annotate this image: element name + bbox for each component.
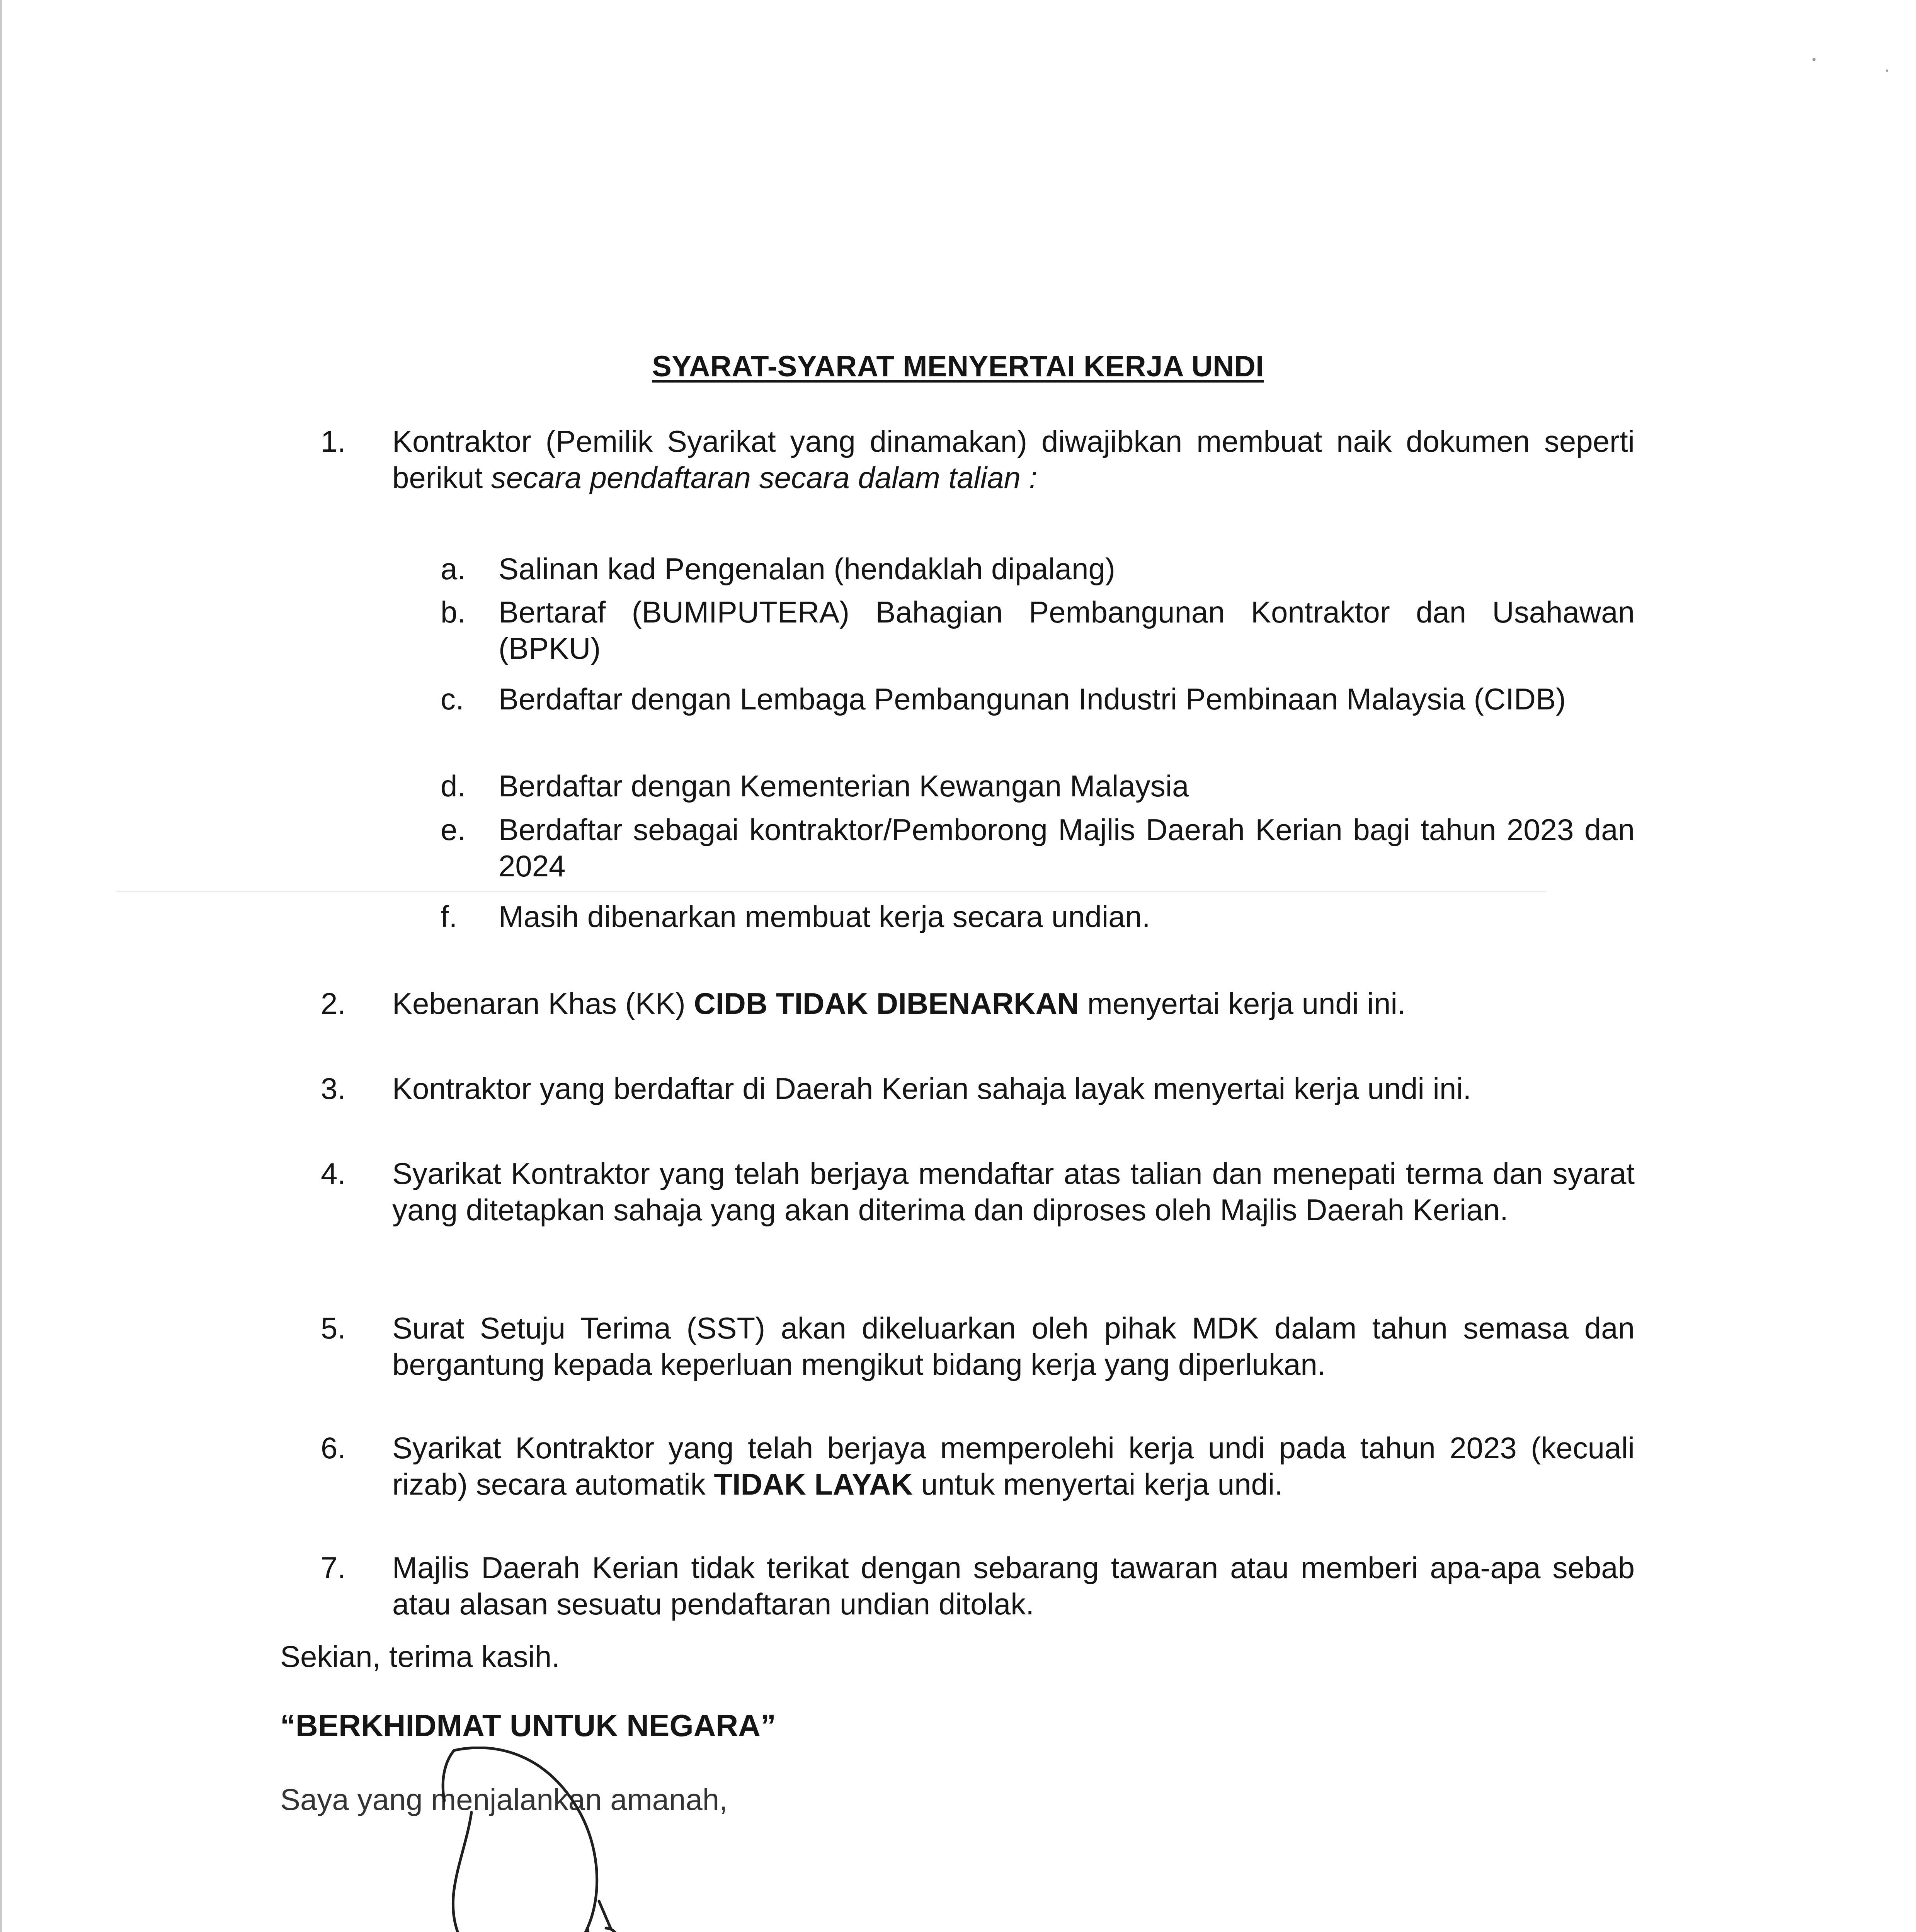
item-3-text: Kontraktor yang berdaftar di Daerah Kerian sahaja layak menyertai kerja undi ini. xyxy=(392,1071,1472,1105)
subitem-letter: f. xyxy=(441,900,458,934)
item-6-bold: TIDAK LAYAK xyxy=(714,1467,913,1501)
subitem-letter: e. xyxy=(441,813,466,847)
subitem-letter: b. xyxy=(441,595,466,629)
item-4-text: Syarikat Kontraktor yang telah berjaya mendaftar atas talian dan menepati terma dan syarat yang ditetapkan sahaja yang akan diterima dan diproses oleh Majlis Daerah Kerian. xyxy=(392,1156,1635,1227)
item-number: 2. xyxy=(321,986,346,1020)
item-2-bold: CIDB TIDAK DIBENARKAN xyxy=(694,986,1079,1020)
item-number: 1. xyxy=(321,424,346,458)
subitem-text: Berdaftar dengan Kementerian Kewangan Malaysia xyxy=(499,769,1189,803)
subitem-text: Berdaftar dengan Lembaga Pembangunan Industri Pembinaan Malaysia (CIDB) xyxy=(499,682,1566,716)
subitem-letter: a. xyxy=(441,552,466,586)
item-number: 6. xyxy=(321,1431,346,1465)
scan-edge xyxy=(0,0,2,1932)
subitem-letter: c. xyxy=(441,682,464,716)
item-6-post: untuk menyertai kerja undi. xyxy=(912,1467,1283,1501)
signoff-text: Saya yang menjalankan amanah, xyxy=(280,1782,728,1816)
closing-text: Sekian, terima kasih. xyxy=(280,1639,560,1673)
item-5-text: Surat Setuju Terima (SST) akan dikeluarkan oleh pihak MDK dalam tahun semasa dan bergantung kepada keperluan mengikut bidang kerja yang diperlukan. xyxy=(392,1311,1635,1381)
scan-speck xyxy=(1812,58,1816,61)
item-2-pre: Kebenaran Khas (KK) xyxy=(392,986,694,1020)
document-title: SYARAT-SYARAT MENYERTAI KERJA UNDI xyxy=(652,350,1264,383)
item-6-text xyxy=(392,1430,1635,1502)
scan-speck xyxy=(1886,70,1888,72)
subitem-text: Berdaftar sebagai kontraktor/Pemborong Majlis Daerah Kerian bagi tahun 2023 dan 2024 xyxy=(499,813,1635,883)
item-2-text xyxy=(392,985,1635,1022)
subitem-text: Masih dibenarkan membuat kerja secara undian. xyxy=(499,900,1150,934)
handwritten-signature xyxy=(417,1747,696,1932)
item-2-post: menyertai kerja undi ini. xyxy=(1079,986,1406,1020)
motto: “BERKHIDMAT UNTUK NEGARA” xyxy=(280,1708,776,1743)
scan-line xyxy=(116,891,1546,892)
item-number: 3. xyxy=(321,1071,346,1105)
subitem-letter: d. xyxy=(441,769,466,803)
item-number: 5. xyxy=(321,1311,346,1345)
item-number: 4. xyxy=(321,1156,346,1190)
item-1-lead: Kontraktor (Pemilik Syarikat yang dinamakan) diwajibkan membuat naik dokumen seperti berikut xyxy=(392,424,1635,495)
item-1-text xyxy=(392,423,1635,496)
item-6-pre: Syarikat Kontraktor yang telah berjaya memperolehi kerja undi pada tahun 2023 (kecuali rizab) secara automatik xyxy=(392,1431,1635,1501)
subitem-text: Bertaraf (BUMIPUTERA) Bahagian Pembangunan Kontraktor dan Usahawan (BPKU) xyxy=(499,595,1635,665)
item-1-lead-italic: secara pendaftaran secara dalam talian : xyxy=(491,461,1038,495)
item-7-text: Majlis Daerah Kerian tidak terikat dengan sebarang tawaran atau memberi apa-apa sebab atau alasan sesuatu pendaftaran undian ditolak. xyxy=(392,1551,1635,1621)
item-number: 7. xyxy=(321,1551,346,1585)
subitem-text: Salinan kad Pengenalan (hendaklah dipalang) xyxy=(499,552,1115,586)
